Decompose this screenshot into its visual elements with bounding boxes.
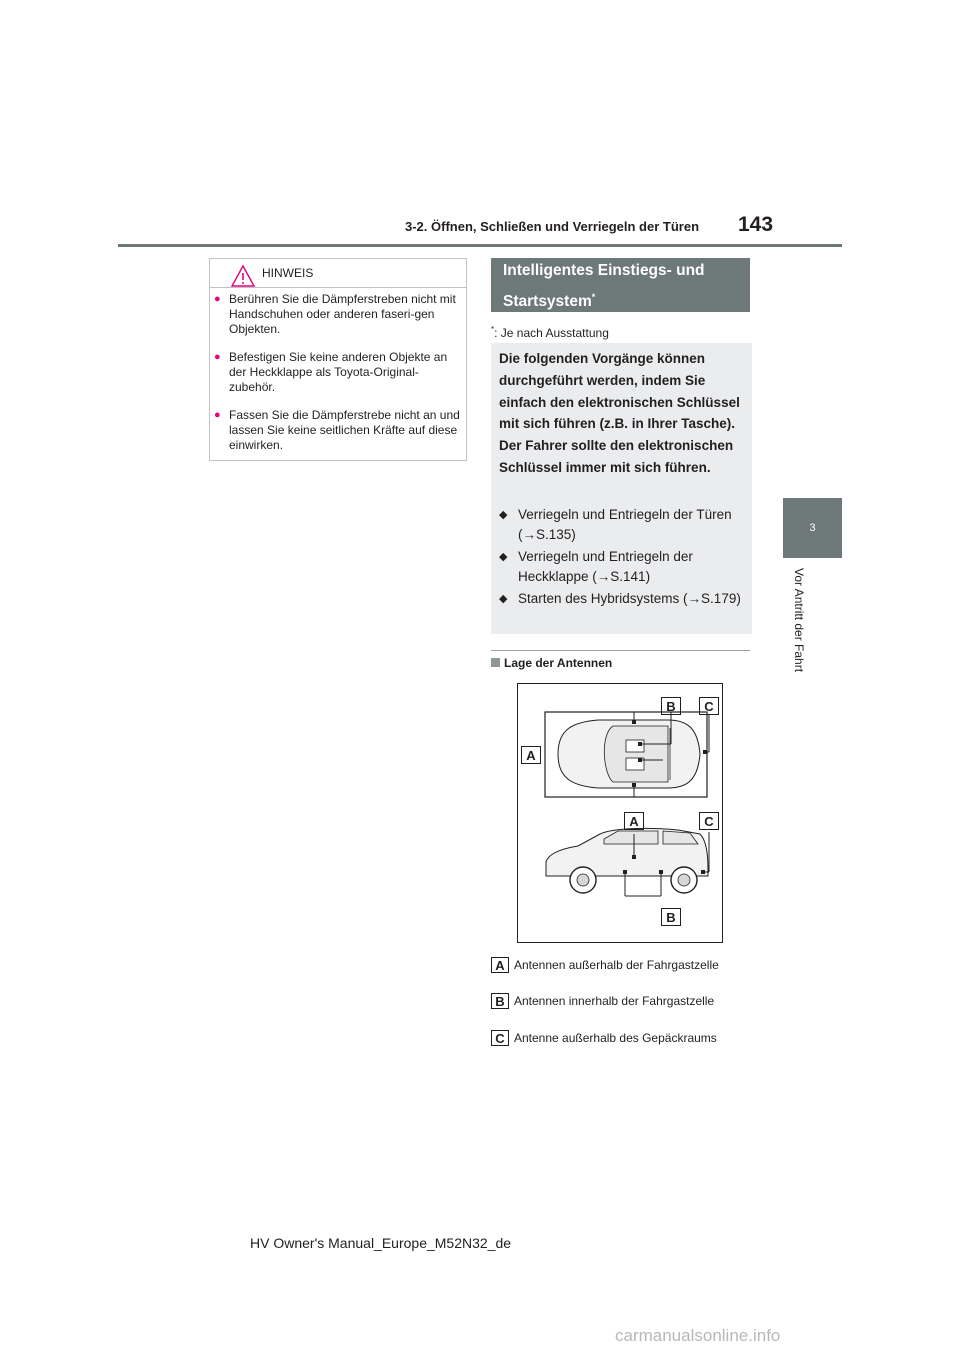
footnote [491, 325, 609, 340]
notice-item [214, 350, 462, 395]
legend-row [491, 1028, 717, 1048]
info-intro: Die folgenden Vorgänge können durchgeführt werden, indem Sie einfach den elektronischen Schlüssel mit sich führen (z.B. in Ihrer Tasche). Der Fahrer sollte den elektronischen Schlüssel immer mit sich führen. [499, 351, 740, 475]
bullet-icon: ● [214, 409, 221, 421]
section-title-marker: * [591, 292, 596, 302]
footnote-marker: * [491, 325, 495, 334]
diagram-label-a: A [521, 746, 541, 764]
subsection-heading [491, 656, 612, 670]
diamond-bullet-icon: ◆ [499, 593, 508, 605]
antenna-marker [701, 870, 705, 874]
info-item [499, 505, 745, 545]
notice-item-text: Befestigen Sie keine anderen Objekte an der Heckklappe als Toyota-Original-zubehör. [229, 350, 448, 394]
legend-key: A [491, 957, 509, 973]
top-view-cabin [604, 726, 668, 782]
subsection-heading-text: Lage der Antennen [504, 656, 613, 670]
square-bullet-icon [491, 658, 500, 667]
antenna-diagram [517, 683, 723, 943]
bullet-icon: ● [214, 351, 221, 363]
watermark: carmanualsonline.info [615, 1326, 781, 1345]
info-item-text: Verriegeln und Entriegeln der Türen (→S.135) [518, 507, 732, 542]
running-header: 3-2. Öffnen, Schließen und Verriegeln der Türen [405, 219, 700, 234]
notice-item [214, 292, 462, 337]
antenna-marker [703, 750, 707, 754]
diagram-label-c: C [699, 812, 719, 830]
side-view-hub [678, 874, 690, 886]
notice-box [209, 258, 467, 461]
info-item [499, 589, 745, 609]
notice-item-text: Fassen Sie die Dämpferstrebe nicht an und lassen Sie keine seitlichen Kräfte auf diese einwirken. [229, 408, 460, 452]
side-view-hub [577, 874, 589, 886]
diamond-bullet-icon: ◆ [499, 509, 508, 521]
bullet-icon: ● [214, 293, 221, 305]
legend-text: Antennen außerhalb der Fahrgastzelle [514, 958, 719, 972]
chapter-label: Vor Antritt der Fahrt [792, 568, 806, 673]
section-title-text: Startsystem [503, 293, 592, 311]
legend-text: Antennen innerhalb der Fahrgastzelle [514, 994, 715, 1008]
notice-divider [210, 287, 466, 288]
section-title-line2 [503, 284, 750, 315]
info-item-text: Starten des Hybridsystems (→S.179) [518, 591, 741, 606]
legend-text: Antenne außerhalb des Gepäckraums [514, 1031, 717, 1045]
legend-row [491, 991, 714, 1011]
chapter-tab: 3 [783, 498, 842, 558]
footer-text: HV Owner's Manual_Europe_M52N32_de [250, 1235, 512, 1251]
car-illustration [518, 684, 724, 944]
info-item [499, 547, 745, 587]
page-number: 143 [738, 213, 774, 236]
diagram-label-b: B [661, 697, 681, 715]
diagram-label-c: C [699, 697, 719, 715]
header-rule [118, 244, 842, 247]
footnote-text: : Je nach Ausstattung [494, 326, 609, 340]
subsection-rule [491, 650, 750, 651]
notice-item [214, 408, 462, 453]
diamond-bullet-icon: ◆ [499, 551, 508, 563]
diagram-label-a: A [624, 812, 644, 830]
notice-item-text: Berühren Sie die Dämpferstreben nicht mit Handschuhen oder anderen faseri-gen Objekten. [229, 292, 456, 336]
legend-key: C [491, 1030, 509, 1046]
info-item-text: Verriegeln und Entriegeln der Heckklappe (→S.141) [518, 549, 693, 584]
legend-row [491, 955, 719, 975]
notice-title: HINWEIS [262, 266, 314, 280]
legend-key: B [491, 993, 509, 1009]
section-banner [491, 258, 750, 312]
info-box [491, 343, 752, 634]
diagram-label-b: B [661, 908, 681, 926]
warning-icon [230, 264, 256, 288]
section-title-line1: Intelligentes Einstiegs- und [503, 262, 705, 279]
